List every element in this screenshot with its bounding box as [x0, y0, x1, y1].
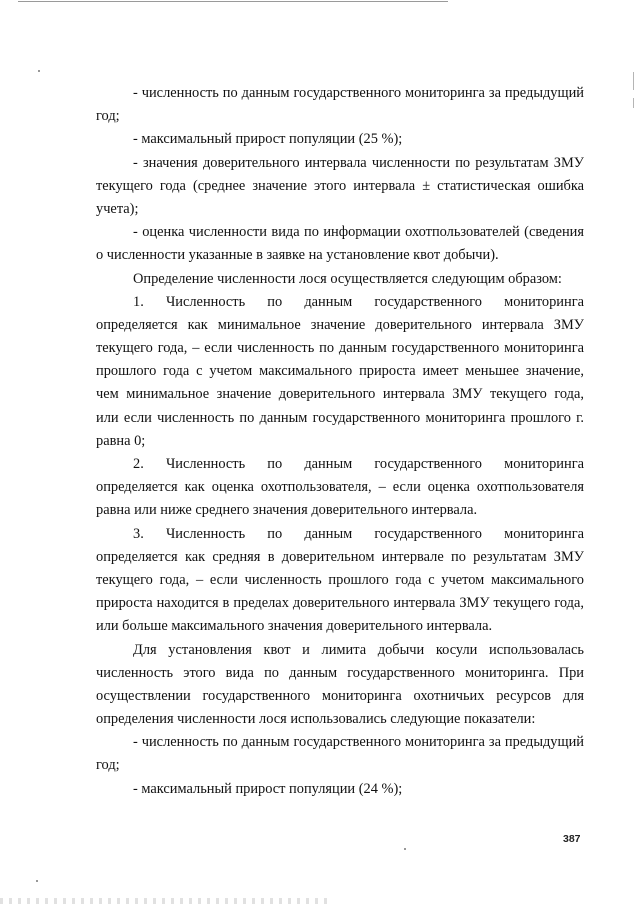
text-line: - значения доверительного интервала численности по результатам ЗМУ — [133, 154, 584, 171]
numbered-item-2-heading: 2. Численность по данным государственного мониторинга — [133, 456, 584, 472]
top-scan-edge — [18, 1, 448, 2]
text-line: определения численности лося использовались следующие показатели: — [96, 711, 536, 728]
text-line: чем минимальное значение доверительного интервала ЗМУ текущего года, — [96, 386, 584, 403]
text-line: - численность по данным государственного мониторинга за предыдущий — [133, 734, 584, 751]
scan-speck — [36, 880, 38, 882]
text-line: осуществлении государственного мониторинга охотничьих ресурсов для — [96, 687, 584, 704]
text-line: или если численность по данным государственного мониторинга прошлого г. — [96, 409, 584, 426]
text-line: определяется как средняя в доверительном интервале по результатам ЗМУ — [96, 548, 584, 565]
text-line: учета); — [96, 200, 139, 217]
text-line: Определение численности лося осуществляется следующим образом: — [133, 270, 562, 287]
scan-speck — [404, 848, 406, 850]
text-line: год; — [96, 108, 120, 125]
bottom-scan-edge — [0, 898, 330, 904]
text-line: равна 0; — [96, 432, 146, 449]
page-number: 387 — [563, 833, 581, 845]
right-edge-mark — [633, 72, 634, 90]
text-line: прироста находится в пределах доверительного интервала ЗМУ текущего года, — [96, 595, 584, 612]
text-line: Для установления квот и лимита добычи косули использовалась — [133, 641, 584, 658]
right-edge-mark — [633, 98, 634, 108]
document-body — [96, 82, 584, 801]
text-line: текущего года (среднее значение этого интервала ± статистическая ошибка — [96, 177, 584, 194]
numbered-item-1-heading: 1. Численность по данным государственного мониторинга — [133, 293, 584, 310]
text-line: определяется как оценка охотпользователя, – если оценка охотпользователя — [96, 479, 584, 496]
text-line: - оценка численности вида по информации охотпользователей (сведения — [133, 224, 584, 241]
text-line: - максимальный прирост популяции (25 %); — [133, 131, 403, 148]
text-line: о численности указанные в заявке на установление квот добычи). — [96, 247, 499, 264]
text-line: прошлого года с учетом максимального прироста имеет меньшее значение, — [96, 363, 584, 380]
text-line: год; — [96, 757, 120, 774]
text-line: численность этого вида по данным государственного мониторинга. При — [96, 664, 584, 681]
text-line: - максимальный прирост популяции (24 %); — [133, 780, 403, 797]
numbered-item-3-heading: 3. Численность по данным государственного мониторинга — [133, 525, 584, 542]
text-line: равна или ниже среднего значения доверительного интервала. — [96, 502, 478, 519]
text-line: определяется как минимальное значение доверительного интервала ЗМУ — [96, 316, 584, 333]
text-line: текущего года, – если численность прошлого года с учетом максимального — [96, 571, 584, 588]
text-line: - численность по данным государственного мониторинга за предыдущий — [133, 85, 584, 101]
scan-speck — [38, 70, 40, 72]
text-line: текущего года, – если численность по данным государственного мониторинга — [96, 340, 584, 357]
text-line: или больше максимального значения доверительного интервала. — [96, 618, 493, 635]
